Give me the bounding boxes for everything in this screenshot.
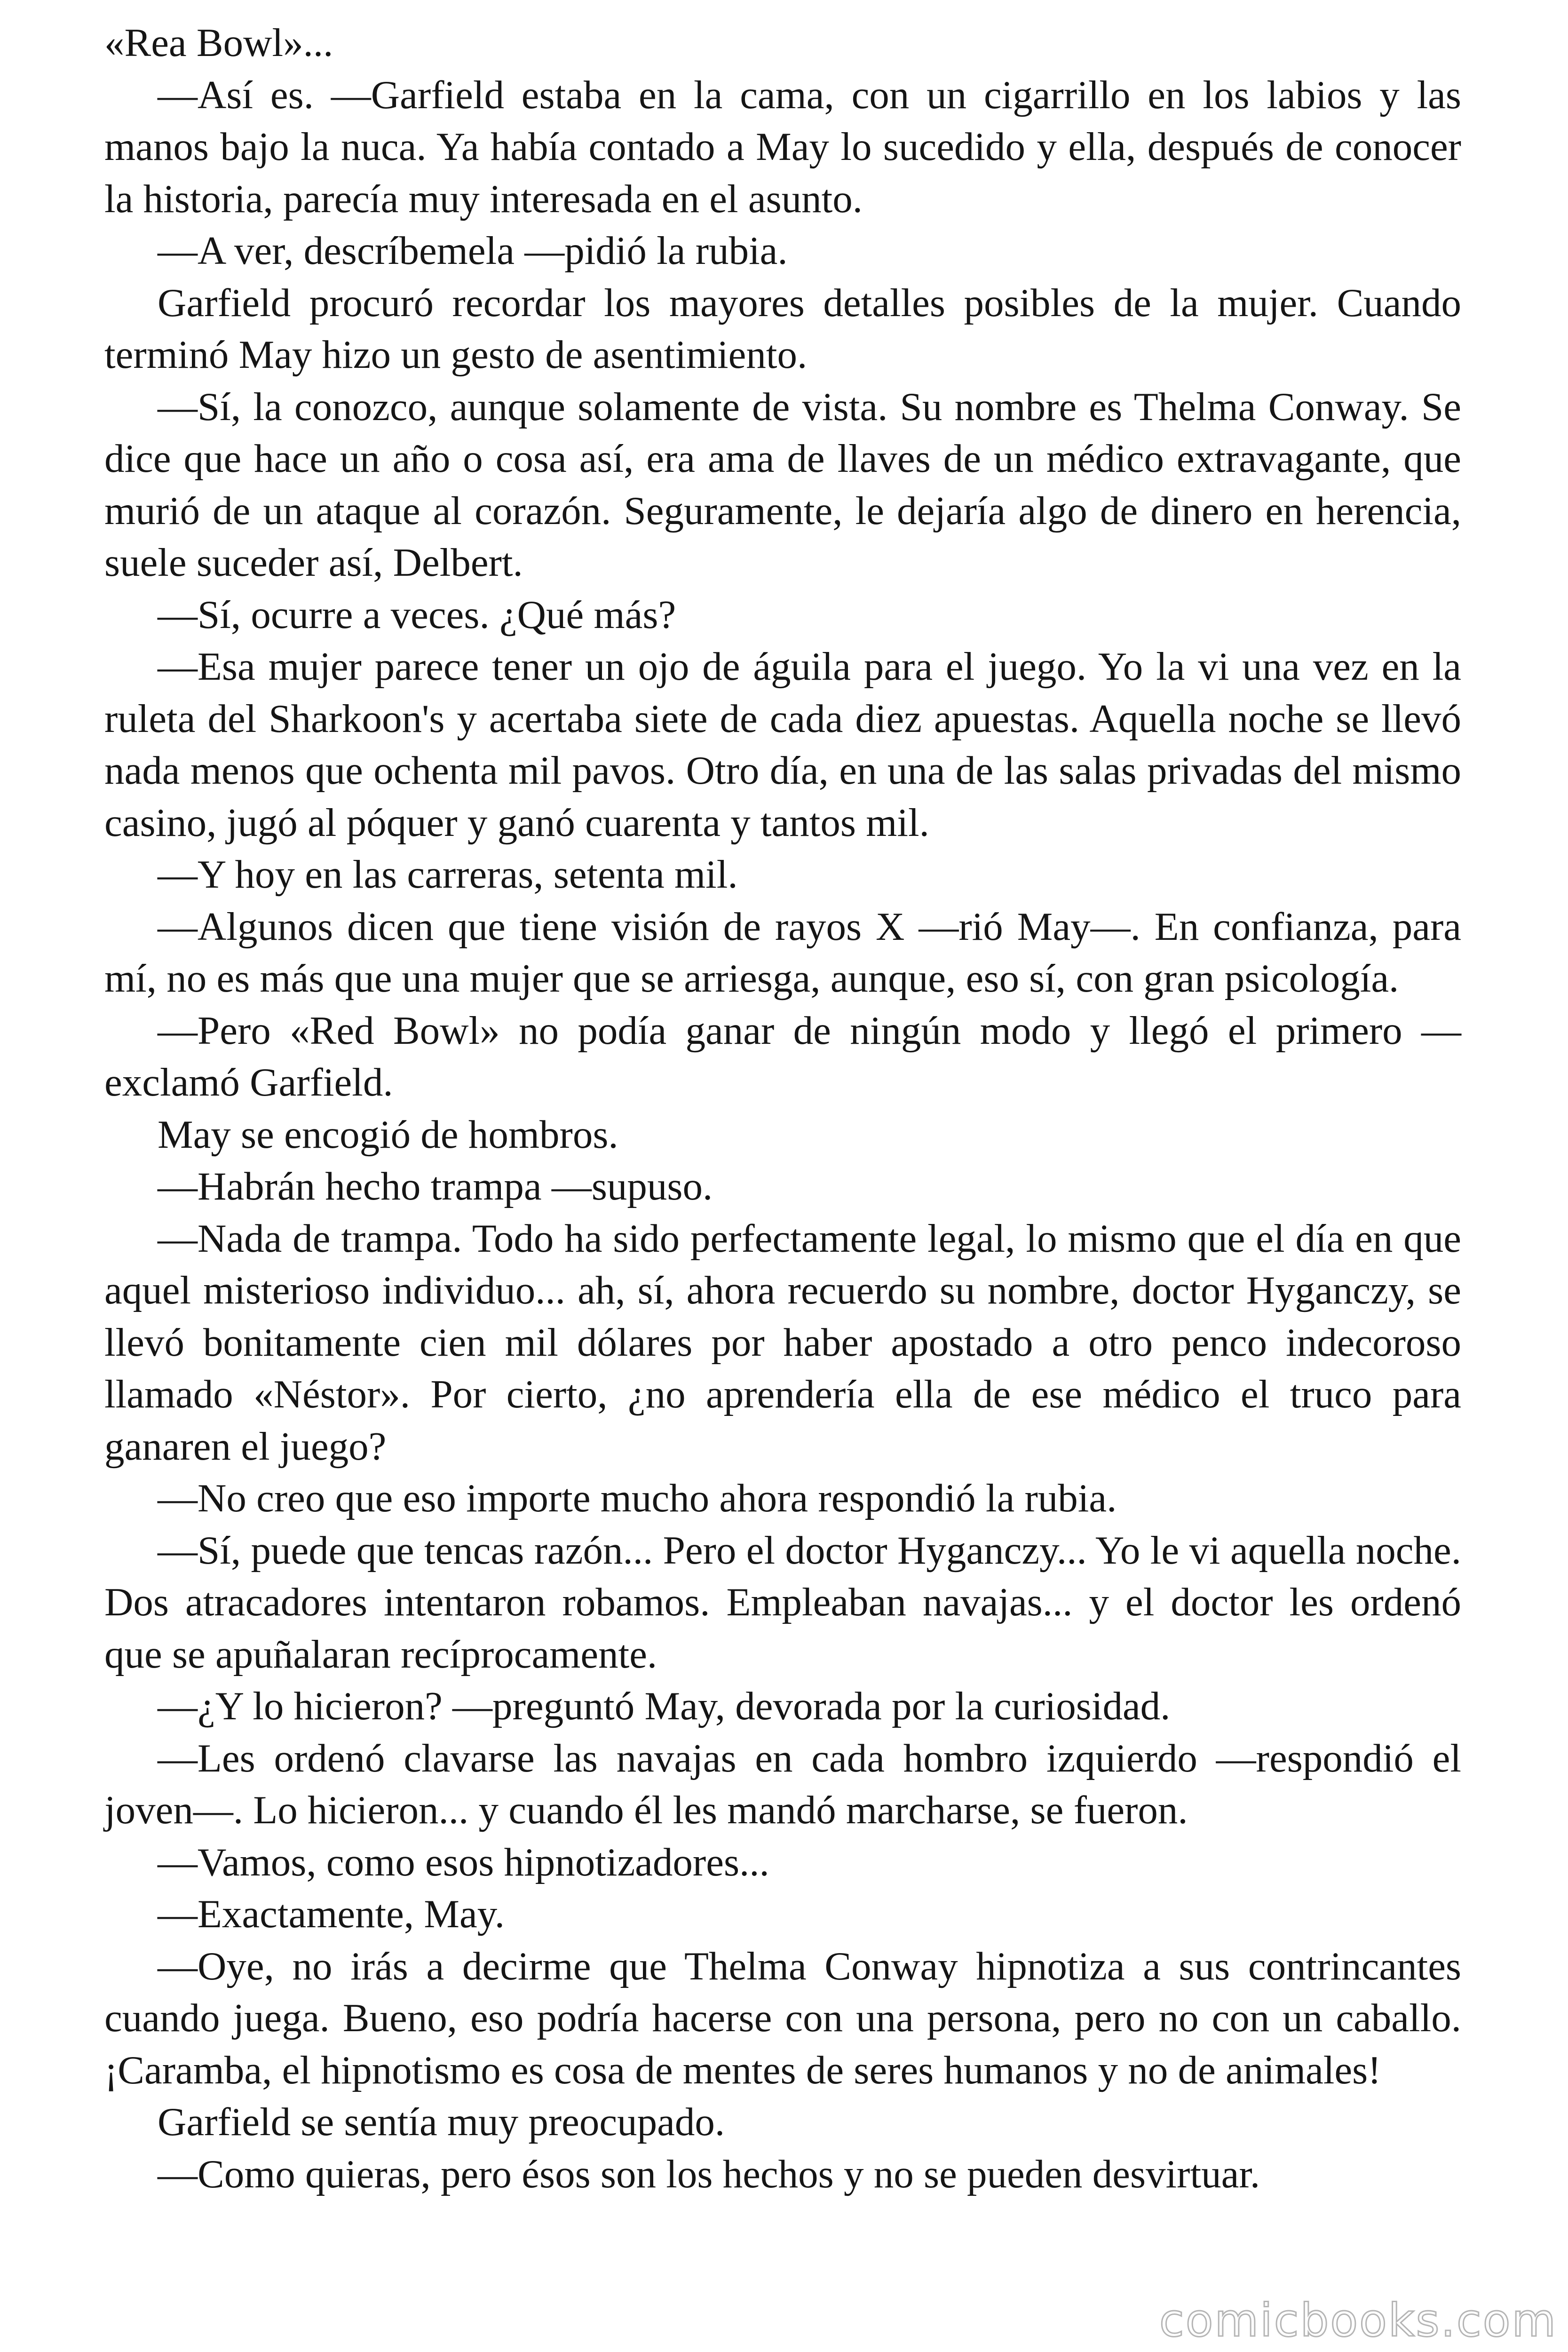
book-page-text (104, 17, 1461, 2200)
paragraph-11: May se encogió de hombros. (158, 1112, 618, 1157)
paragraph-1: «Rea Bowl»... (104, 21, 333, 65)
paragraph-21: Garfield se sentía muy preocupado. (158, 2100, 725, 2144)
paragraph-2: —Así es. —Garfield estaba en la cama, con un cigarrillo en los labios y las manos bajo la nuca. Ya había contado a May lo sucedido y ella, después de conocer la historia, parecía muy interesada en el asunto. (104, 72, 1461, 221)
paragraph-22: —Como quieras, pero ésos son los hechos y no se pueden desvirtuar. (158, 2152, 1260, 2196)
paragraph-17: —Les ordenó clavarse las navajas en cada hombro izquierdo —respondió el joven—. Lo hicieron... y cuando él les mandó marcharse, se fueron. (104, 1736, 1461, 1832)
paragraph-8: —Y hoy en las carreras, setenta mil. (158, 852, 738, 897)
paragraph-10: —Pero «Red Bowl» no podía ganar de ningún modo y llegó el primero — exclamó Garfield. (104, 1008, 1461, 1104)
paragraph-5: —Sí, la conozco, aunque solamente de vista. Su nombre es Thelma Conway. Se dice que hace un año o cosa así, era ama de llaves de un médico extravagante, que murió de un ataque al corazón. Seguramente, le dejaría algo de dinero en herencia, suele suceder así, Delbert. (104, 384, 1461, 585)
paragraph-15: —Sí, puede que tencas razón... Pero el doctor Hyganczy... Yo le vi aquella noche. Dos atracadores intentaron robamos. Empleaban navajas... y el doctor les ordenó que se apuñalaran recíprocamente. (104, 1528, 1461, 1677)
paragraph-13: —Nada de trampa. Todo ha sido perfectamente legal, lo mismo que el día en que aquel misterioso individuo... ah, sí, ahora recuerdo su nombre, doctor Hyganczy, se llevó bonitamente cien mil dólares por haber apostado a otro penco indecoroso llamado «Néstor». Por cierto, ¿no aprendería ella de ese médico el truco para ganaren el juego? (104, 1216, 1461, 1469)
paragraph-16: —¿Y lo hicieron? —preguntó May, devorada por la curiosidad. (158, 1684, 1171, 1728)
paragraph-3: —A ver, descríbemela —pidió la rubia. (158, 229, 788, 273)
paragraph-7: —Esa mujer parece tener un ojo de águila para el juego. Yo la vi una vez en la ruleta del Sharkoon's y acertaba siete de cada diez apuestas. Aquella noche se llevó nada menos que ochenta mil pavos. Otro día, en una de las salas privadas del mismo casino, jugó al póquer y ganó cuarenta y tantos mil. (104, 644, 1461, 845)
paragraph-19: —Exactamente, May. (158, 1892, 505, 1936)
paragraph-12: —Habrán hecho trampa —supuso. (158, 1164, 713, 1208)
paragraph-18: —Vamos, como esos hipnotizadores... (158, 1840, 769, 1884)
paragraph-9: —Algunos dicen que tiene visión de rayos X —rió May—. En confianza, para mí, no es más que una mujer que se arriesga, aunque, eso sí, con gran psicología. (104, 904, 1461, 1001)
paragraph-14: —No creo que eso importe mucho ahora respondió la rubia. (158, 1476, 1117, 1520)
watermark: comicbooks.com (1159, 2294, 1558, 2347)
paragraph-4: Garfield procuró recordar los mayores detalles posibles de la mujer. Cuando terminó May hizo un gesto de asentimiento. (104, 280, 1461, 377)
paragraph-20: —Oye, no irás a decirme que Thelma Conway hipnotiza a sus contrincantes cuando juega. Bueno, eso podría hacerse con una persona, pero no con un caballo. ¡Caramba, el hipnotismo es cosa de mentes de seres humanos y no de animales! (104, 1944, 1461, 2092)
paragraph-6: —Sí, ocurre a veces. ¿Qué más? (158, 592, 676, 637)
